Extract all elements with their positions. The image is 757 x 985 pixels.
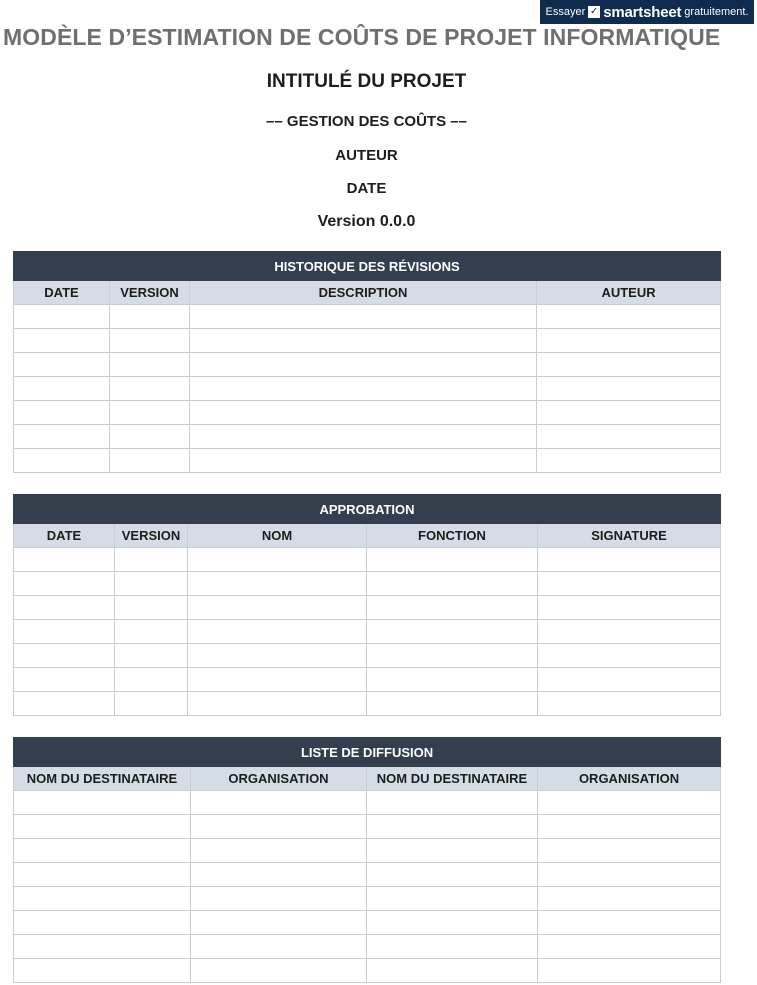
table-cell[interactable]: [190, 329, 537, 353]
table-cell[interactable]: [538, 668, 721, 692]
table-cell[interactable]: [14, 353, 110, 377]
table-cell[interactable]: [14, 572, 115, 596]
table-cell[interactable]: [115, 692, 188, 716]
column-header: ORGANISATION: [538, 767, 721, 791]
table-cell[interactable]: [538, 548, 721, 572]
table-cell[interactable]: [14, 935, 191, 959]
table-cell[interactable]: [110, 353, 190, 377]
table-row: [14, 548, 721, 572]
table-cell[interactable]: [14, 329, 110, 353]
table-cell[interactable]: [115, 668, 188, 692]
table-cell[interactable]: [110, 425, 190, 449]
table-cell[interactable]: [110, 401, 190, 425]
table-cell[interactable]: [191, 911, 367, 935]
table-cell[interactable]: [367, 887, 538, 911]
table-row: [14, 887, 721, 911]
table-cell[interactable]: [538, 572, 721, 596]
table-row: [14, 596, 721, 620]
section-subtitle: –– GESTION DES COÛTS ––: [266, 113, 467, 130]
table-cell[interactable]: [191, 959, 367, 983]
table-cell[interactable]: [110, 449, 190, 473]
revision-history-rows: [14, 305, 721, 473]
table-cell[interactable]: [538, 887, 721, 911]
table-cell[interactable]: [367, 572, 538, 596]
project-title: INTITULÉ DU PROJET: [266, 71, 467, 92]
table-cell[interactable]: [14, 815, 191, 839]
table-cell[interactable]: [14, 887, 191, 911]
table-cell[interactable]: [14, 377, 110, 401]
table-cell[interactable]: [14, 791, 191, 815]
table-cell[interactable]: [14, 596, 115, 620]
column-header: DATE: [14, 281, 110, 305]
column-header: VERSION: [115, 524, 188, 548]
table-cell[interactable]: [14, 839, 191, 863]
table-cell[interactable]: [191, 887, 367, 911]
table-cell[interactable]: [190, 353, 537, 377]
table-cell[interactable]: [191, 839, 367, 863]
author-label: AUTEUR: [335, 147, 398, 164]
table-cell[interactable]: [14, 959, 191, 983]
column-header: AUTEUR: [537, 281, 721, 305]
table-cell[interactable]: [14, 863, 191, 887]
table-cell[interactable]: [190, 377, 537, 401]
distribution-list-rows: [14, 791, 721, 983]
column-header: SIGNATURE: [538, 524, 721, 548]
table-row: [14, 815, 721, 839]
table-cell[interactable]: [191, 815, 367, 839]
table-cell[interactable]: [188, 572, 367, 596]
column-header: NOM: [188, 524, 367, 548]
table-cell[interactable]: [537, 329, 721, 353]
table-row: [14, 377, 721, 401]
column-header: FONCTION: [367, 524, 538, 548]
table-row: [14, 863, 721, 887]
table-cell[interactable]: [115, 644, 188, 668]
table-row: [14, 935, 721, 959]
table-cell[interactable]: [367, 935, 538, 959]
table-cell[interactable]: [188, 668, 367, 692]
table-row: [14, 572, 721, 596]
table-row: [14, 449, 721, 473]
table-cell[interactable]: [191, 791, 367, 815]
table-cell[interactable]: [538, 620, 721, 644]
table-cell[interactable]: [190, 449, 537, 473]
column-header: ORGANISATION: [191, 767, 367, 791]
table-cell[interactable]: [188, 692, 367, 716]
column-header: DATE: [14, 524, 115, 548]
table-cell[interactable]: [367, 863, 538, 887]
table-row: [14, 668, 721, 692]
table-row: [14, 791, 721, 815]
table-row: [14, 425, 721, 449]
column-header: DESCRIPTION: [190, 281, 537, 305]
table-row: [14, 305, 721, 329]
table-cell[interactable]: [14, 620, 115, 644]
table-cell[interactable]: [367, 620, 538, 644]
approval-title: APPROBATION: [14, 495, 721, 524]
table-cell[interactable]: [367, 815, 538, 839]
smartsheet-trial-banner[interactable]: [540, 0, 754, 24]
table-row: [14, 353, 721, 377]
table-cell[interactable]: [537, 305, 721, 329]
table-row: [14, 329, 721, 353]
table-cell[interactable]: [14, 668, 115, 692]
table-cell[interactable]: [191, 935, 367, 959]
table-cell[interactable]: [538, 839, 721, 863]
approval-table: [13, 494, 721, 716]
table-cell[interactable]: [14, 305, 110, 329]
table-cell[interactable]: [537, 377, 721, 401]
table-cell[interactable]: [538, 911, 721, 935]
distribution-list-table: [13, 737, 721, 983]
banner-brand: smartsheet: [603, 3, 682, 21]
table-cell[interactable]: [538, 815, 721, 839]
table-cell[interactable]: [190, 425, 537, 449]
table-row: [14, 620, 721, 644]
table-cell[interactable]: [188, 620, 367, 644]
table-cell[interactable]: [115, 596, 188, 620]
table-cell[interactable]: [190, 305, 537, 329]
checkbox-logo-icon: ✓: [590, 6, 599, 17]
table-cell[interactable]: [537, 449, 721, 473]
table-row: [14, 959, 721, 983]
table-cell[interactable]: [115, 572, 188, 596]
table-cell[interactable]: [538, 959, 721, 983]
table-cell[interactable]: [367, 548, 538, 572]
table-cell[interactable]: [367, 911, 538, 935]
table-cell[interactable]: [14, 401, 110, 425]
approval-rows: [14, 548, 721, 716]
table-cell[interactable]: [14, 692, 115, 716]
document-title: MODÈLE D’ESTIMATION DE COÛTS DE PROJET INFORMATIQUE: [3, 24, 721, 50]
table-cell[interactable]: [115, 548, 188, 572]
table-cell[interactable]: [110, 329, 190, 353]
table-cell[interactable]: [538, 692, 721, 716]
table-cell[interactable]: [14, 911, 191, 935]
table-cell[interactable]: [191, 863, 367, 887]
table-cell[interactable]: [14, 425, 110, 449]
table-cell[interactable]: [367, 791, 538, 815]
column-header: NOM DU DESTINATAIRE: [367, 767, 538, 791]
table-cell[interactable]: [537, 401, 721, 425]
table-cell[interactable]: [115, 620, 188, 644]
date-label: DATE: [346, 180, 387, 197]
table-cell[interactable]: [110, 377, 190, 401]
revision-history-table: [13, 251, 721, 473]
table-cell[interactable]: [14, 548, 115, 572]
table-cell[interactable]: [367, 839, 538, 863]
table-cell[interactable]: [538, 644, 721, 668]
table-cell[interactable]: [190, 401, 537, 425]
table-cell[interactable]: [367, 959, 538, 983]
table-row: [14, 911, 721, 935]
table-cell[interactable]: [538, 596, 721, 620]
table-cell[interactable]: [367, 644, 538, 668]
column-header: VERSION: [110, 281, 190, 305]
table-row: [14, 401, 721, 425]
table-cell[interactable]: [188, 644, 367, 668]
table-cell[interactable]: [537, 425, 721, 449]
table-row: [14, 644, 721, 668]
table-cell[interactable]: [14, 644, 115, 668]
table-cell[interactable]: [537, 353, 721, 377]
table-cell[interactable]: [538, 791, 721, 815]
table-cell[interactable]: [367, 596, 538, 620]
table-cell[interactable]: [188, 548, 367, 572]
table-cell[interactable]: [538, 863, 721, 887]
distribution-list-title: LISTE DE DIFFUSION: [14, 738, 721, 767]
table-row: [14, 839, 721, 863]
table-row: [14, 692, 721, 716]
version-label: Version 0.0.0: [317, 213, 416, 230]
column-header: NOM DU DESTINATAIRE: [14, 767, 191, 791]
table-cell[interactable]: [188, 596, 367, 620]
table-cell[interactable]: [110, 305, 190, 329]
table-cell[interactable]: [367, 692, 538, 716]
table-cell[interactable]: [14, 449, 110, 473]
revision-history-title: HISTORIQUE DES RÉVISIONS: [14, 252, 721, 281]
banner-suffix: gratuitement.: [684, 6, 749, 18]
table-cell[interactable]: [367, 668, 538, 692]
banner-prefix: Essayer: [545, 6, 586, 18]
table-cell[interactable]: [538, 935, 721, 959]
